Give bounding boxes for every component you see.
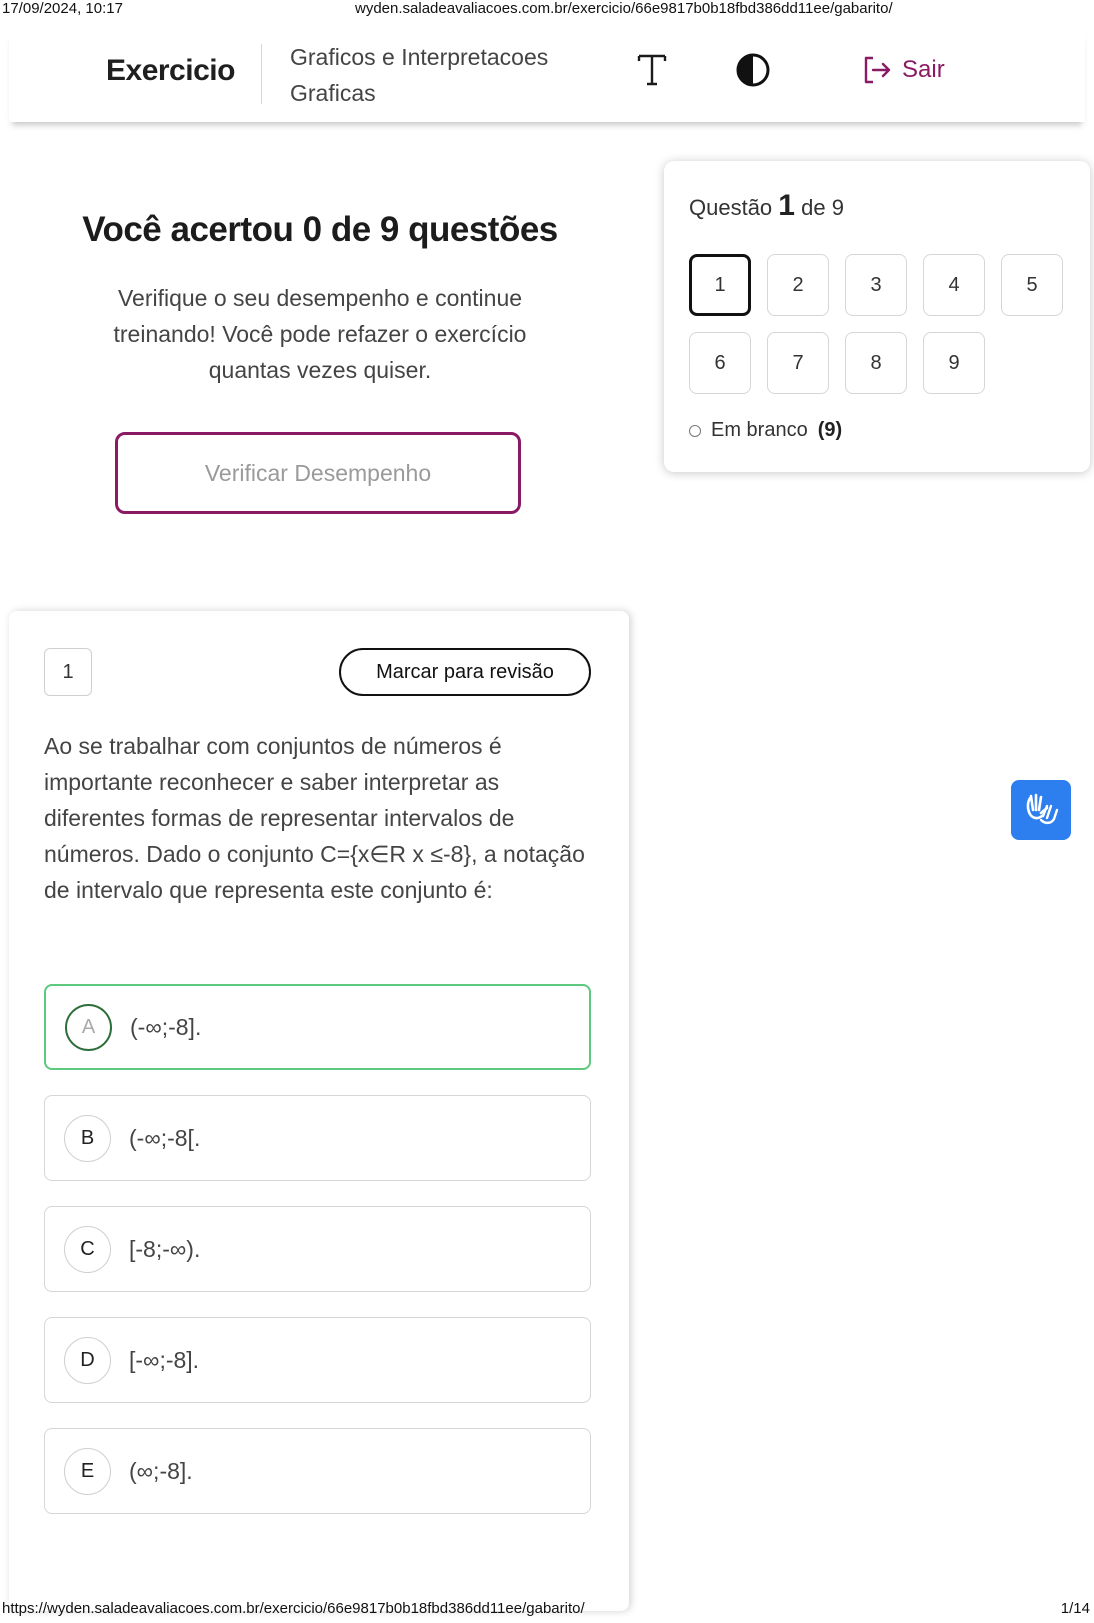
option-text: (∞;-8]. [129, 1457, 193, 1484]
logout-label: Sair [902, 56, 945, 83]
sign-language-icon [1021, 790, 1061, 830]
option-b[interactable] [44, 1095, 591, 1181]
footer-url: https://wyden.saladeavaliacoes.com.br/exercicio/66e9817b0b18fbd386dd11ee/gabarito/ [2, 1600, 585, 1617]
option-letter: B [64, 1115, 111, 1162]
navigator-prefix: Questão [689, 195, 773, 220]
question-card [9, 611, 629, 1611]
font-size-button[interactable] [632, 48, 672, 92]
legend-blank [689, 419, 842, 442]
subject-line-2: Graficas [290, 80, 376, 106]
option-d[interactable] [44, 1317, 591, 1403]
question-navigator [664, 161, 1090, 472]
option-text: (-∞;-8[. [129, 1124, 201, 1151]
print-datetime: 17/09/2024, 10:17 [2, 0, 123, 17]
print-url: wyden.saladeavaliacoes.com.br/exercicio/66e9817b0b18fbd386dd11ee/gabarito/ [355, 0, 893, 17]
page-number: 1/14 [1060, 1600, 1090, 1617]
option-letter: E [64, 1448, 111, 1495]
subject-line-1: Graficos e Interpretacoes [290, 44, 549, 70]
top-bar [9, 30, 1085, 122]
logout-button[interactable] [862, 50, 945, 90]
font-size-icon [637, 53, 667, 87]
contrast-icon [735, 52, 771, 88]
option-text: [-8;-∞). [129, 1235, 201, 1262]
option-text: [-∞;-8]. [129, 1346, 200, 1373]
option-c[interactable] [44, 1206, 591, 1292]
contrast-button[interactable] [733, 50, 773, 90]
question-number: 1 [44, 648, 92, 696]
question-nav-4[interactable]: 4 [923, 254, 985, 316]
mark-for-review-button[interactable]: Marcar para revisão [339, 648, 591, 696]
option-text: (-∞;-8]. [130, 1013, 202, 1040]
blank-circle-icon [689, 425, 701, 437]
option-letter: D [64, 1337, 111, 1384]
result-description: Verifique o seu desempenho e continue treinando! Você pode refazer o exercício quantas vezes quiser. [113, 285, 527, 383]
legend-count: (9) [817, 419, 843, 441]
result-title: Você acertou 0 de 9 questões [82, 210, 558, 249]
verify-performance-button[interactable]: Verificar Desempenho [115, 432, 521, 514]
subject-title [290, 39, 610, 111]
print-header [0, 0, 1094, 18]
navigator-title [689, 189, 844, 223]
print-footer [0, 1600, 1094, 1620]
header-divider [261, 44, 262, 104]
navigator-suffix: de 9 [801, 195, 844, 220]
question-nav-1[interactable]: 1 [689, 254, 751, 316]
result-summary [60, 210, 580, 388]
navigator-current: 1 [778, 189, 795, 222]
logout-icon [862, 55, 892, 85]
option-letter: C [64, 1226, 111, 1273]
question-nav-7[interactable]: 7 [767, 332, 829, 394]
question-nav-3[interactable]: 3 [845, 254, 907, 316]
question-nav-6[interactable]: 6 [689, 332, 751, 394]
option-letter: A [65, 1004, 112, 1051]
question-text: Ao se trabalhar com conjuntos de números é importante reconhecer e saber interpretar as diferentes formas de representar intervalos de números. Dado o conjunto C={x∈R x ≤-8}, a notação de intervalo que representa este conjunto é: [44, 733, 585, 903]
question-nav-2[interactable]: 2 [767, 254, 829, 316]
sign-language-button[interactable] [1011, 780, 1071, 840]
brand-title: Exercicio [106, 54, 235, 87]
legend-label: Em branco [711, 419, 808, 441]
option-e[interactable] [44, 1428, 591, 1514]
question-nav-9[interactable]: 9 [923, 332, 985, 394]
option-a[interactable] [44, 984, 591, 1070]
question-nav-5[interactable]: 5 [1001, 254, 1063, 316]
question-nav-8[interactable]: 8 [845, 332, 907, 394]
